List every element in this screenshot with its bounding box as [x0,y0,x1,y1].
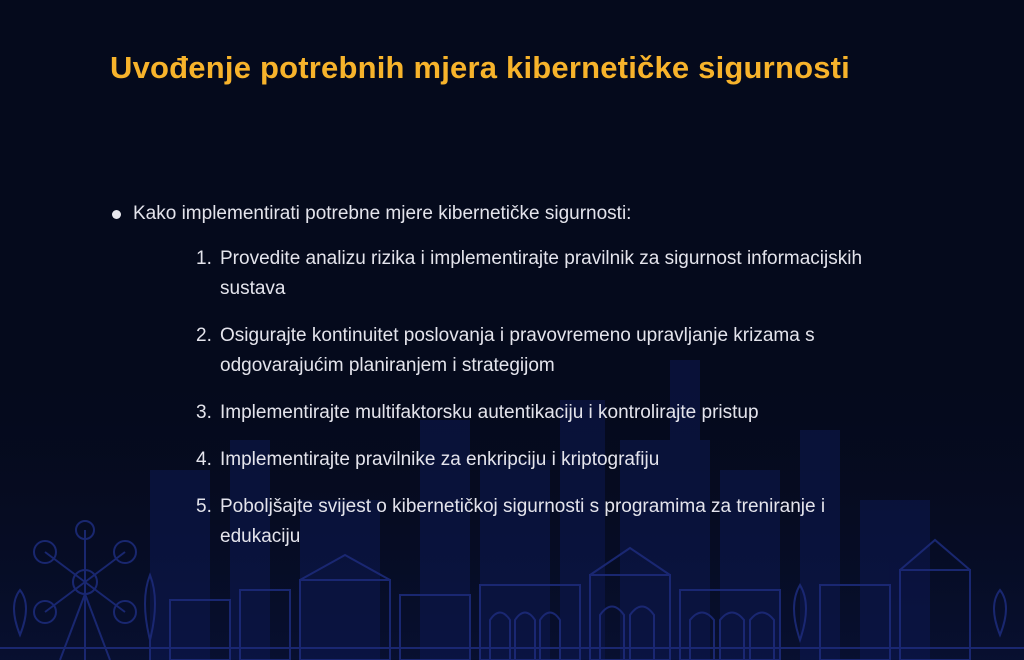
step-number: 1. [196,248,212,269]
step-number: 3. [196,402,212,423]
step-number: 2. [196,325,212,346]
list-item [196,492,932,552]
step-text: Osigurajte kontinuitet poslovanja i pravovremeno upravljanje krizama s odgovarajućim planiranjem i strategijom [220,325,815,376]
step-text: Provedite analizu rizika i implementirajte pravilnik za sigurnost informacijskih sustava [220,248,863,299]
slide-content [112,200,932,569]
bullet-text: Kako implementirati potrebne mjere kibernetičke sigurnosti: [133,203,632,224]
list-item [196,398,932,428]
step-number: 5. [196,496,212,517]
step-text: Implementirajte multifaktorsku autentikaciju i kontrolirajte pristup [220,402,759,423]
step-text: Poboljšajte svijest o kibernetičkoj sigurnosti s programima za treniranje i edukaciju [220,496,826,547]
bullet-dot-icon [112,210,121,219]
bullet-item [112,200,932,228]
list-item [196,321,932,381]
page-title: Uvođenje potrebnih mjera kibernetičke sigurnosti [110,50,850,85]
step-number: 4. [196,449,212,470]
list-item [196,445,932,475]
step-text: Implementirajte pravilnike za enkripciju i kriptografiju [220,449,660,470]
list-item [196,244,932,304]
steps-list [112,244,932,552]
